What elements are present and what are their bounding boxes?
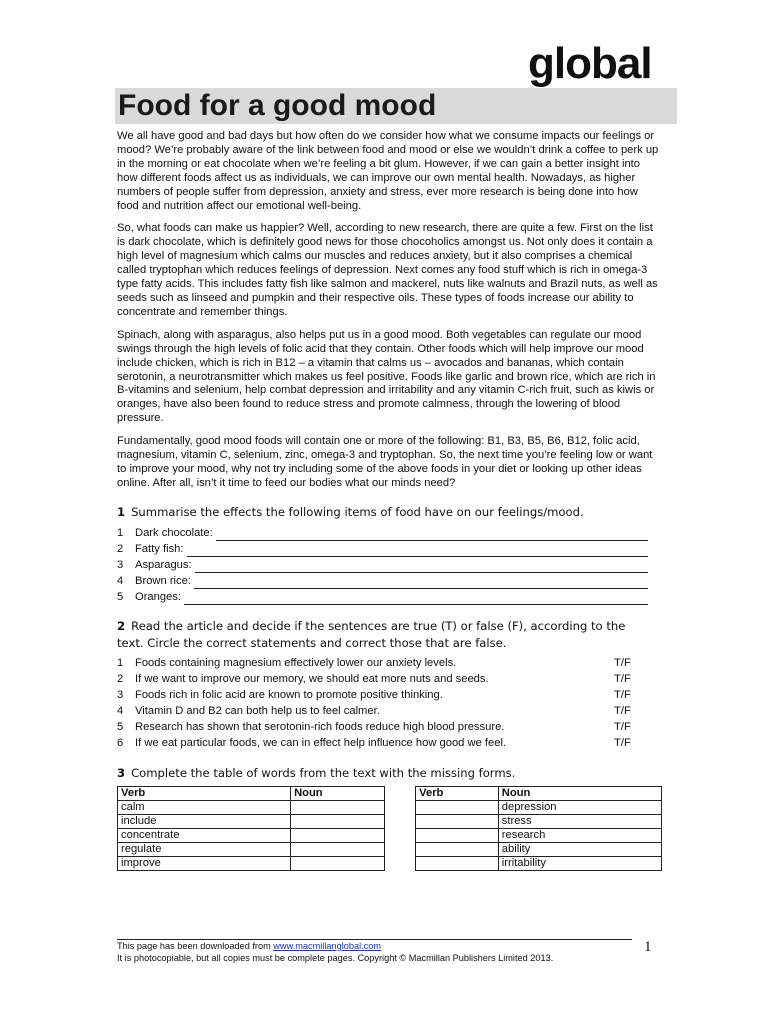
column-gap (385, 842, 416, 856)
answer-cell[interactable] (291, 828, 385, 842)
true-false-choice[interactable]: T/F (614, 672, 631, 685)
summary-row (117, 589, 662, 605)
statement-text: Research has shown that serotonin-rich foods reduce high blood pressure. (135, 720, 505, 733)
question-text: Complete the table of words from the text with the missing forms. (131, 765, 516, 780)
item-number: 1 (117, 526, 124, 539)
table-cell: research (498, 828, 661, 842)
column-gap (385, 856, 416, 870)
table-cell: depression (498, 800, 661, 814)
question-text: Read the article and decide if the sentences are true (T) or false (F), according to the text. Circle the correct statements and correct those that are false. (117, 618, 626, 650)
true-false-row (117, 720, 662, 736)
item-label: Brown rice: (135, 574, 191, 587)
table-cell: stress (498, 814, 661, 828)
footer (117, 941, 553, 964)
summary-row (117, 573, 662, 589)
true-false-choice[interactable]: T/F (614, 656, 631, 669)
summary-row (117, 557, 662, 573)
true-false-choice[interactable]: T/F (614, 688, 631, 701)
footer-divider (117, 939, 632, 940)
true-false-list (117, 656, 662, 752)
item-label: Fatty fish: (135, 542, 184, 555)
table-cell: concentrate (118, 828, 291, 842)
item-label: Dark chocolate: (135, 526, 213, 539)
answer-line[interactable] (216, 529, 648, 541)
table-row (118, 842, 662, 856)
item-number: 4 (117, 574, 124, 587)
summary-list (117, 525, 662, 605)
answer-cell[interactable] (416, 800, 499, 814)
summary-row (117, 525, 662, 541)
true-false-choice[interactable]: T/F (614, 720, 631, 733)
worksheet-body (117, 130, 662, 871)
question-number: 3 (117, 765, 126, 780)
word-forms-table (117, 786, 662, 871)
answer-cell[interactable] (416, 828, 499, 842)
column-header-noun: Noun (291, 786, 385, 800)
article-paragraph: Fundamentally, good mood foods will contain one or more of the following: B1, B3, B5, B6, B12, folic acid, magnesium, vitamin C, selenium, zinc, omega-3 and tryptophan. So, the next time you’re feeling low or want to improve your mood, why not try including some of the above foods in your diet or looking up other ideas online. After all, isn’t it time to feed our bodies what our minds need? (117, 435, 653, 489)
article-paragraph: We all have good and bad days but how often do we consider how what we consume impacts our feelings or mood? We’re probably aware of the link between food and mood or else we wouldn’t drink a coffee to perk up in the morning or eat chocolate when we’re feeling a bit glum. However, if we can gain a better insight into how different foods affect us as individuals, we can improve our own mental health. Nowadays, as higher numbers of people suffer from depression, anxiety and stress, ever more research is being done into how food and nutrition affect our emotional well-being. (117, 130, 659, 212)
table-cell: ability (498, 842, 661, 856)
statement-text: If we want to improve our memory, we should eat more nuts and seeds. (135, 672, 489, 685)
item-number: 4 (117, 704, 124, 717)
question-1-heading (117, 504, 662, 521)
item-number: 2 (117, 672, 124, 685)
question-number: 1 (117, 504, 126, 519)
true-false-row (117, 736, 662, 752)
statement-text: Vitamin D and B2 can both help us to feel calmer. (135, 704, 380, 717)
footer-line-1 (117, 941, 553, 953)
table-cell: irritability (498, 856, 661, 870)
column-header-noun: Noun (498, 786, 661, 800)
macmillan-link[interactable]: www.macmillanglobal.com (273, 941, 382, 951)
footer-copyright: It is photocopiable, but all copies must be complete pages. Copyright © Macmillan Publishers Limited 2013. (117, 952, 554, 963)
table-cell: regulate (118, 842, 291, 856)
answer-cell[interactable] (291, 800, 385, 814)
true-false-row (117, 656, 662, 672)
answer-cell[interactable] (291, 856, 385, 870)
item-number: 6 (117, 736, 124, 749)
statement-text: If we eat particular foods, we can in effect help influence how good we feel. (135, 736, 507, 749)
answer-cell[interactable] (416, 856, 499, 870)
table-cell: improve (118, 856, 291, 870)
article-paragraph: So, what foods can make us happier? Well, according to new research, there are quite a few. First on the list is dark chocolate, which is definitely good news for those chocoholics amongst us. Not only does it contain a high level of magnesium which calms our muscles and reduces anxiety, but it also comprises a chemical called tryptophan which reduces feelings of depression. Next comes any food stuff which is rich in omega-3 type fatty acids. This includes fatty fish like salmon and mackerel, nuts like walnuts and Brazil nuts, as well as seeds such as linseed and pumpkin and their respective oils. These types of foods increase our ability to concentrate and remember things. (117, 222, 658, 318)
answer-cell[interactable] (291, 814, 385, 828)
article-paragraph: Spinach, along with asparagus, also helps put us in a good mood. Both vegetables can regulate our mood swings through the high levels of folic acid that they contain. Other foods which will help improve our mood include chicken, which is rich in B12 – a vitamin that calms us – avocados and bananas, which contain serotonin, a neurotransmitter which makes us feel positive. Foods like garlic and brown rice, which are rich in B-vitamins and selenium, help combat depression and irritability and any vitamin C-rich fruit, such as kiwis or oranges, have also been found to reduce stress and promote calmness, through the lowering of blood pressure. (117, 328, 656, 425)
item-number: 3 (117, 688, 124, 701)
column-gap (385, 828, 416, 842)
column-header-verb: Verb (118, 786, 291, 800)
table-row (118, 856, 662, 870)
table-row (118, 814, 662, 828)
item-label: Asparagus: (135, 558, 192, 571)
column-header-verb: Verb (416, 786, 499, 800)
item-number: 3 (117, 558, 124, 571)
question-2-heading (117, 618, 647, 652)
table-row (118, 828, 662, 842)
item-label: Oranges: (135, 590, 182, 603)
table-cell: include (118, 814, 291, 828)
table-cell: calm (118, 800, 291, 814)
footer-text: This page has been downloaded from (117, 941, 274, 951)
statement-text: Foods containing magnesium effectively lower our anxiety levels. (135, 656, 457, 669)
question-3-heading (117, 765, 662, 782)
column-gap (385, 786, 416, 800)
true-false-row (117, 688, 662, 704)
true-false-row (117, 704, 662, 720)
answer-cell[interactable] (291, 842, 385, 856)
item-number: 2 (117, 542, 124, 555)
question-text: Summarise the effects the following items of food have on our feelings/mood. (131, 504, 584, 519)
true-false-row (117, 672, 662, 688)
column-gap (385, 800, 416, 814)
answer-line[interactable] (184, 593, 648, 605)
table-header-row (118, 786, 662, 800)
true-false-choice[interactable]: T/F (614, 736, 631, 749)
summary-row (117, 541, 662, 557)
answer-cell[interactable] (416, 814, 499, 828)
item-number: 5 (117, 720, 124, 733)
column-gap (385, 814, 416, 828)
global-logo: global (528, 39, 652, 88)
answer-cell[interactable] (416, 842, 499, 856)
item-number: 1 (117, 656, 124, 669)
answer-line[interactable] (187, 545, 649, 557)
answer-line[interactable] (194, 577, 648, 589)
statement-text: Foods rich in folic acid are known to promote positive thinking. (135, 688, 443, 701)
true-false-choice[interactable]: T/F (614, 704, 631, 717)
page-number: 1 (644, 939, 652, 955)
item-number: 5 (117, 590, 124, 603)
table-row (118, 800, 662, 814)
answer-line[interactable] (195, 561, 648, 573)
page-title: Food for a good mood (118, 89, 437, 122)
question-number: 2 (117, 618, 126, 633)
